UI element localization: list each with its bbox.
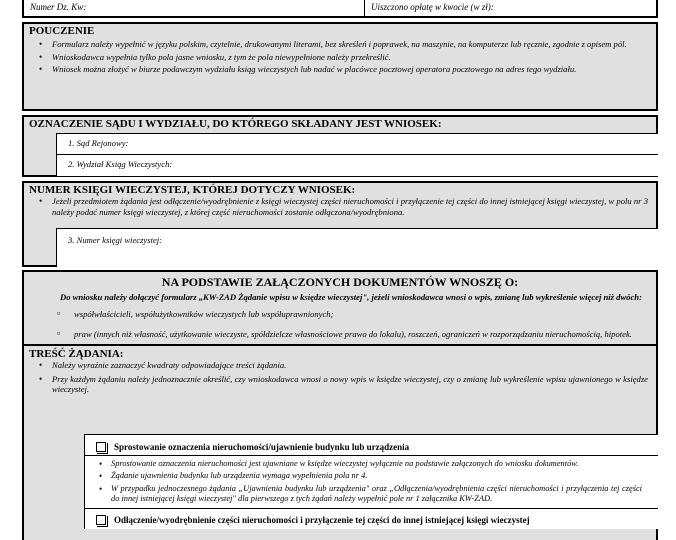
pouczenie-list xyxy=(24,39,656,75)
numer-dz-kw-field[interactable]: Numer Dz. Kw: xyxy=(24,0,365,16)
option-sprostowanie-list xyxy=(85,456,658,508)
podstawa-heading: NA PODSTAWIE ZAŁĄCZONYCH DOKUMENTÓW WNOSZĘ O: xyxy=(161,275,519,289)
numer-note-list xyxy=(24,196,656,217)
podstawa-list xyxy=(24,309,656,339)
list-item: • Formularz należy wypełnić w języku polskim, czytelnie, drukowanymi literami, bez skreśleń i poprawek, na maszynie, na komputerze lub ręcznie, zgodnie z opisem pól. xyxy=(24,39,656,50)
checkbox-odlaczenie[interactable] xyxy=(96,515,106,525)
podstawa-section xyxy=(22,270,658,540)
tresc-heading: TREŚĆ ŻĄDANIA: xyxy=(29,348,124,360)
list-item: • Sprostowanie oznaczenia nieruchomości jest ujawniane w księdze wieczystej wyłącznie na podstawie załączonych do wniosku dokumentów. xyxy=(85,459,650,469)
list-item: • Wnioskodawca wypełnia tylko pola jasne wniosku, z tym że pola niewypełnione należy przekreślić. xyxy=(24,52,656,63)
pouczenie-heading: POUCZENIE xyxy=(29,25,95,37)
tresc-list xyxy=(24,360,656,395)
podstawa-intro: Do wniosku należy dołączyć formularz „KW-ZAD Żądanie wpisu w księdze wieczystej", jeżeli wnioskodawca wnosi o wpis, zmianę lub wykreślenie więcej niż dwóch: xyxy=(60,292,642,302)
list-item: • Jeżeli przedmiotem żądania jest odłączenie/wyodrębnienie z księgi wieczystej części nieruchomości i przyłączenie tej części do innej istniejącej księgi wieczystej, w polu nr 3 należy podać numer księgi wieczystej, z której część nieruchomości zostanie odłączona/wyodrębniona. xyxy=(24,196,656,217)
numer-ksiegi-section xyxy=(22,181,658,267)
list-item: • Przy każdym żądaniu należy jednoznacznie określić, czy wnioskodawca wnosi o nowy wpis w księdze wieczystej, czy o zmianę lub wykreślenie wpisu ujawnionego w księdze wieczystej. xyxy=(24,374,656,395)
option-sprostowanie-label: Sprostowanie oznaczenia nieruchomości/ujawnienie budynku lub urządzenia xyxy=(114,441,410,452)
sad-section xyxy=(22,115,658,177)
option-sprostowanie xyxy=(84,434,658,529)
list-item: ▫ współwłaścicieli, współużytkowników wieczystych lub współuprawnionych; xyxy=(24,309,656,320)
list-item: • Wniosek można złożyć w biurze podawczym wydziału ksiąg wieczystych lub nadać w placówce pocztowej operatora pocztowego na adres tego wydziału. xyxy=(24,64,656,75)
pouczenie-section xyxy=(22,22,658,111)
sad-fields xyxy=(56,133,658,176)
list-item: ▫ praw (innych niż własność, użytkowanie wieczyste, spółdzielcze własnościowe prawo do lokalu), roszczeń, ograniczeń w rozporządzaniu nieruchomością, hipotek. xyxy=(24,329,656,340)
sad-rejonowy-field[interactable]: 1. Sąd Rejonowy: xyxy=(57,134,658,155)
option-odlaczenie-title[interactable] xyxy=(85,508,658,529)
option-odlaczenie-label: Odłączenie/wyodrębnienie części nieruchomości i przyłączenie tej części do innej istniejącej księgi wieczystej xyxy=(114,515,530,526)
list-item: • Należy wyraźnie zaznaczyć kwadraty odpowiadające treści żądania. xyxy=(24,360,656,371)
sad-heading: OZNACZENIE SĄDU I WYDZIAŁU, DO KTÓREGO SKŁADANY JEST WNIOSEK: xyxy=(29,118,442,130)
option-sprostowanie-title[interactable] xyxy=(85,435,658,456)
oplata-field[interactable]: Uiszczono opłatę w kwocie (w zł): xyxy=(371,2,494,12)
list-item: • Żądanie ujawnienia budynku lub urządzenia wymaga wypełnienia pola nr 4. xyxy=(85,471,650,481)
wydzial-field[interactable]: 2. Wydział Ksiąg Wieczystych: xyxy=(68,159,173,169)
numer-ksiegi-heading: NUMER KSIĘGI WIECZYSTEJ, KTÓREJ DOTYCZY WNIOSEK: xyxy=(29,184,356,196)
list-item: • W przypadku jednoczesnego żądania „Ujawnienia budynku lub urządzenia" oraz „Odłączenia/wyodrębnienia części nieruchomości i przyłączenia tej części do innej istniejącej księgi wieczystej" dla pierwszego z tych żądań należy wypełnić pole nr 1 załącznika KW-ZAD. xyxy=(85,484,650,505)
top-fields-row xyxy=(22,0,658,18)
numer-ksiegi-field[interactable]: 3. Numer księgi wieczystej: xyxy=(56,228,658,267)
checkbox-sprostowanie[interactable] xyxy=(96,442,106,452)
